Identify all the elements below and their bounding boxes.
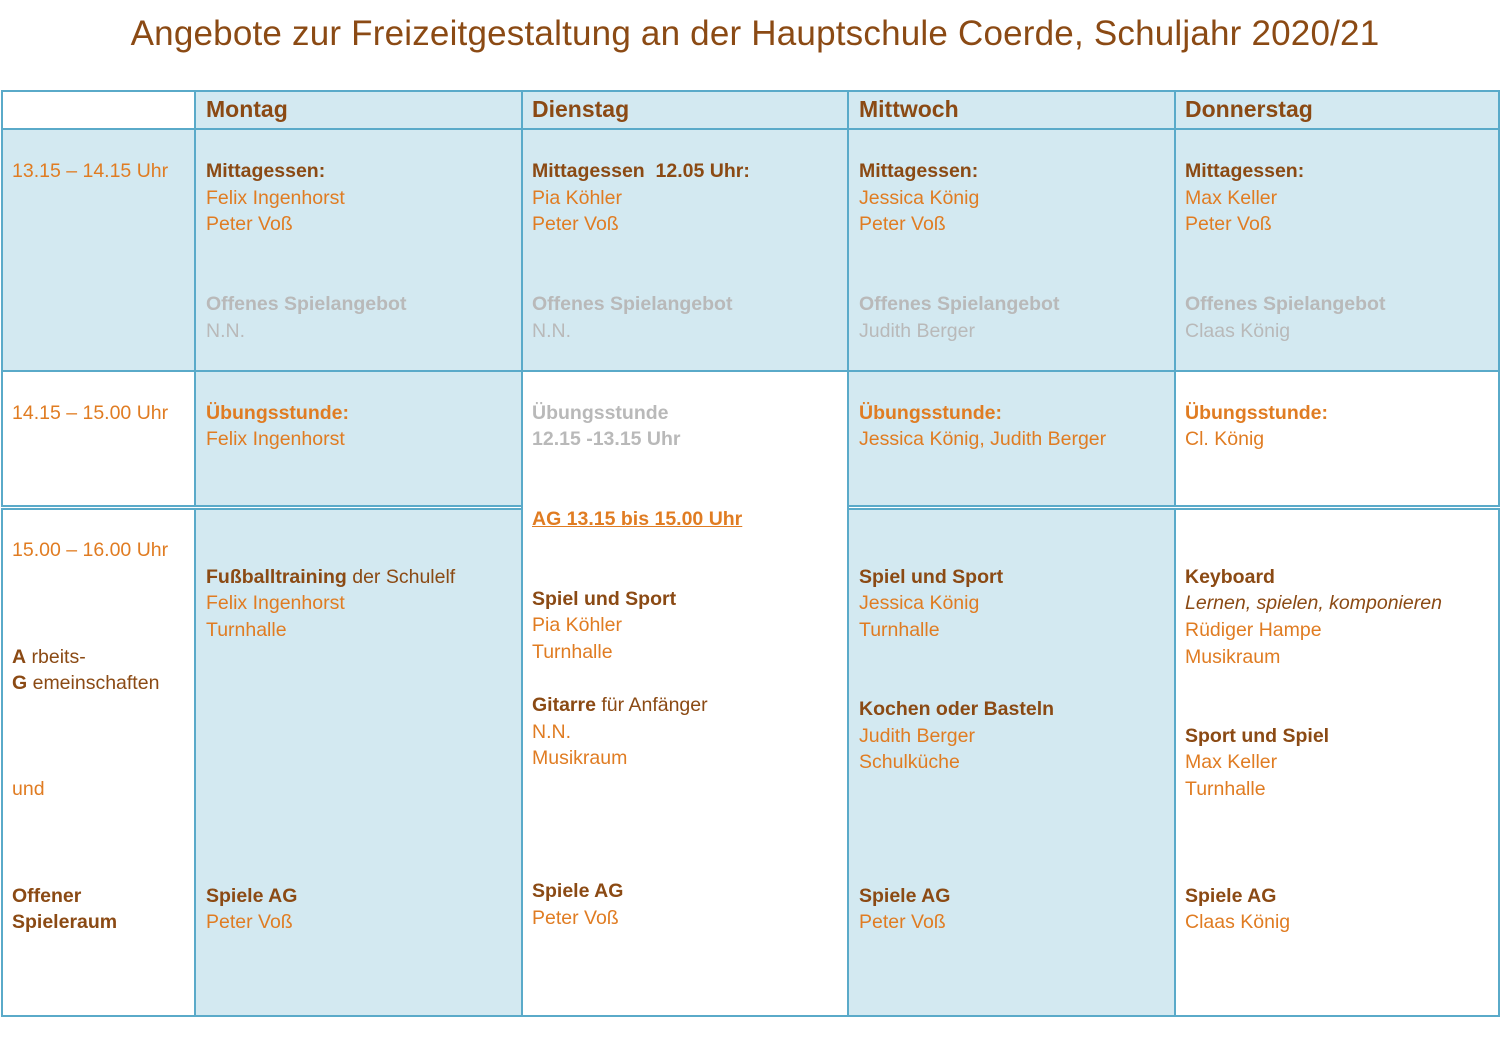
wed-sport-label: Spiel und Sport [859, 566, 1004, 588]
header-mittwoch: Mittwoch [859, 96, 959, 122]
page-title: Angebote zur Freizeitgestaltung an der Hauptschule Coerde, Schuljahr 2020/21 [130, 14, 1380, 53]
tue-lunch-person-2: Peter Voß [532, 213, 619, 235]
header-corner-cell [1, 90, 196, 130]
wed-spiel-person: Judith Berger [859, 320, 975, 342]
thu-lunch-person-1: Max Keller [1185, 187, 1278, 209]
ag-label-line1: A rbeits- [12, 646, 86, 668]
tue-spiele-person: Peter Voß [532, 907, 619, 929]
header-montag: Montag [206, 96, 288, 122]
thu-sport-room: Turnhalle [1185, 778, 1266, 800]
thu-spiel-label: Offenes Spielangebot [1185, 293, 1386, 315]
mon-spiel-label: Offenes Spielangebot [206, 293, 407, 315]
time-slot-1: 13.15 – 14.15 Uhr [12, 160, 169, 182]
time-slot-3: 15.00 – 16.00 Uhr [12, 539, 169, 561]
wed-kochen-room: Schulküche [859, 751, 960, 773]
thu-lunch-label: Mittagessen: [1185, 160, 1305, 182]
tue-gitarre-title: Gitarre für Anfänger [532, 694, 708, 716]
thu-spiele-person: Claas König [1185, 911, 1291, 933]
tue-uebung-time: 12.15 -13.15 Uhr [532, 428, 681, 450]
wed-uebung-person: Jessica König, Judith Berger [859, 428, 1107, 450]
tue-gitarre-room: Musikraum [532, 747, 628, 769]
wed-sport-person: Jessica König [859, 592, 980, 614]
mon-uebung-label: Übungsstunde: [206, 402, 349, 424]
thu-keyboard-room: Musikraum [1185, 646, 1281, 668]
wed-lunch-label: Mittagessen: [859, 160, 979, 182]
thu-keyboard-subtitle: Lernen, spielen, komponieren [1185, 592, 1442, 614]
tue-lunch-label: Mittagessen 12.05 Uhr: [532, 160, 750, 182]
tue-sport-person: Pia Köhler [532, 614, 622, 636]
mon-lunch-label: Mittagessen: [206, 160, 326, 182]
tue-spiele-label: Spiele AG [532, 880, 624, 902]
time-cell-2 [1, 370, 196, 507]
tue-uebung-label: Übungsstunde [532, 402, 669, 424]
wed-kochen-label: Kochen oder Basteln [859, 698, 1055, 720]
header-donnerstag: Donnerstag [1185, 96, 1313, 122]
wed-kochen-person: Judith Berger [859, 725, 975, 747]
thu-spiele-label: Spiele AG [1185, 885, 1277, 907]
thu-sport-label: Sport und Spiel [1185, 725, 1330, 747]
thu-uebung-label: Übungsstunde: [1185, 402, 1328, 424]
tue-spiel-label: Offenes Spielangebot [532, 293, 733, 315]
tue-lunch-person-1: Pia Köhler [532, 187, 622, 209]
header-dienstag: Dienstag [532, 96, 630, 122]
mon-ag-title: Fußballtraining der Schulelf [206, 566, 456, 588]
tue-spiel-person: N.N. [532, 320, 571, 342]
mon-ag-person: Felix Ingenhorst [206, 592, 345, 614]
thu-lunch-person-2: Peter Voß [1185, 213, 1272, 235]
wed-lunch-person-2: Peter Voß [859, 213, 946, 235]
mon-ag-room: Turnhalle [206, 619, 287, 641]
und-label: und [12, 778, 45, 800]
ag-label-line2: G emeinschaften [12, 672, 160, 694]
mon-spiele-person: Peter Voß [206, 911, 293, 933]
mon-spiel-person: N.N. [206, 320, 245, 342]
tue-sport-label: Spiel und Sport [532, 588, 677, 610]
wed-spiele-person: Peter Voß [859, 911, 946, 933]
thu-sport-person: Max Keller [1185, 751, 1278, 773]
spieleraum-label: Spieleraum [12, 911, 118, 933]
thu-uebung-person: Cl. König [1185, 428, 1265, 450]
thu-keyboard-label: Keyboard [1185, 566, 1275, 588]
tue-gitarre-person: N.N. [532, 721, 571, 743]
wed-lunch-person-1: Jessica König [859, 187, 980, 209]
wed-uebung-label: Übungsstunde: [859, 402, 1002, 424]
thu-spiel-person: Claas König [1185, 320, 1291, 342]
wed-spiel-label: Offenes Spielangebot [859, 293, 1060, 315]
tue-ag-time: AG 13.15 bis 15.00 Uhr [532, 508, 743, 530]
thu-keyboard-person: Rüdiger Hampe [1185, 619, 1322, 641]
time-cell-3 [1, 508, 196, 1017]
mon-spiele-label: Spiele AG [206, 885, 298, 907]
tue-sport-room: Turnhalle [532, 641, 613, 663]
wed-sport-room: Turnhalle [859, 619, 940, 641]
mon-uebung-person: Felix Ingenhorst [206, 428, 345, 450]
mon-lunch-person-1: Felix Ingenhorst [206, 187, 345, 209]
mon-lunch-person-2: Peter Voß [206, 213, 293, 235]
time-slot-2: 14.15 – 15.00 Uhr [12, 402, 169, 424]
wed-spiele-label: Spiele AG [859, 885, 951, 907]
offener-label: Offener [12, 885, 82, 907]
